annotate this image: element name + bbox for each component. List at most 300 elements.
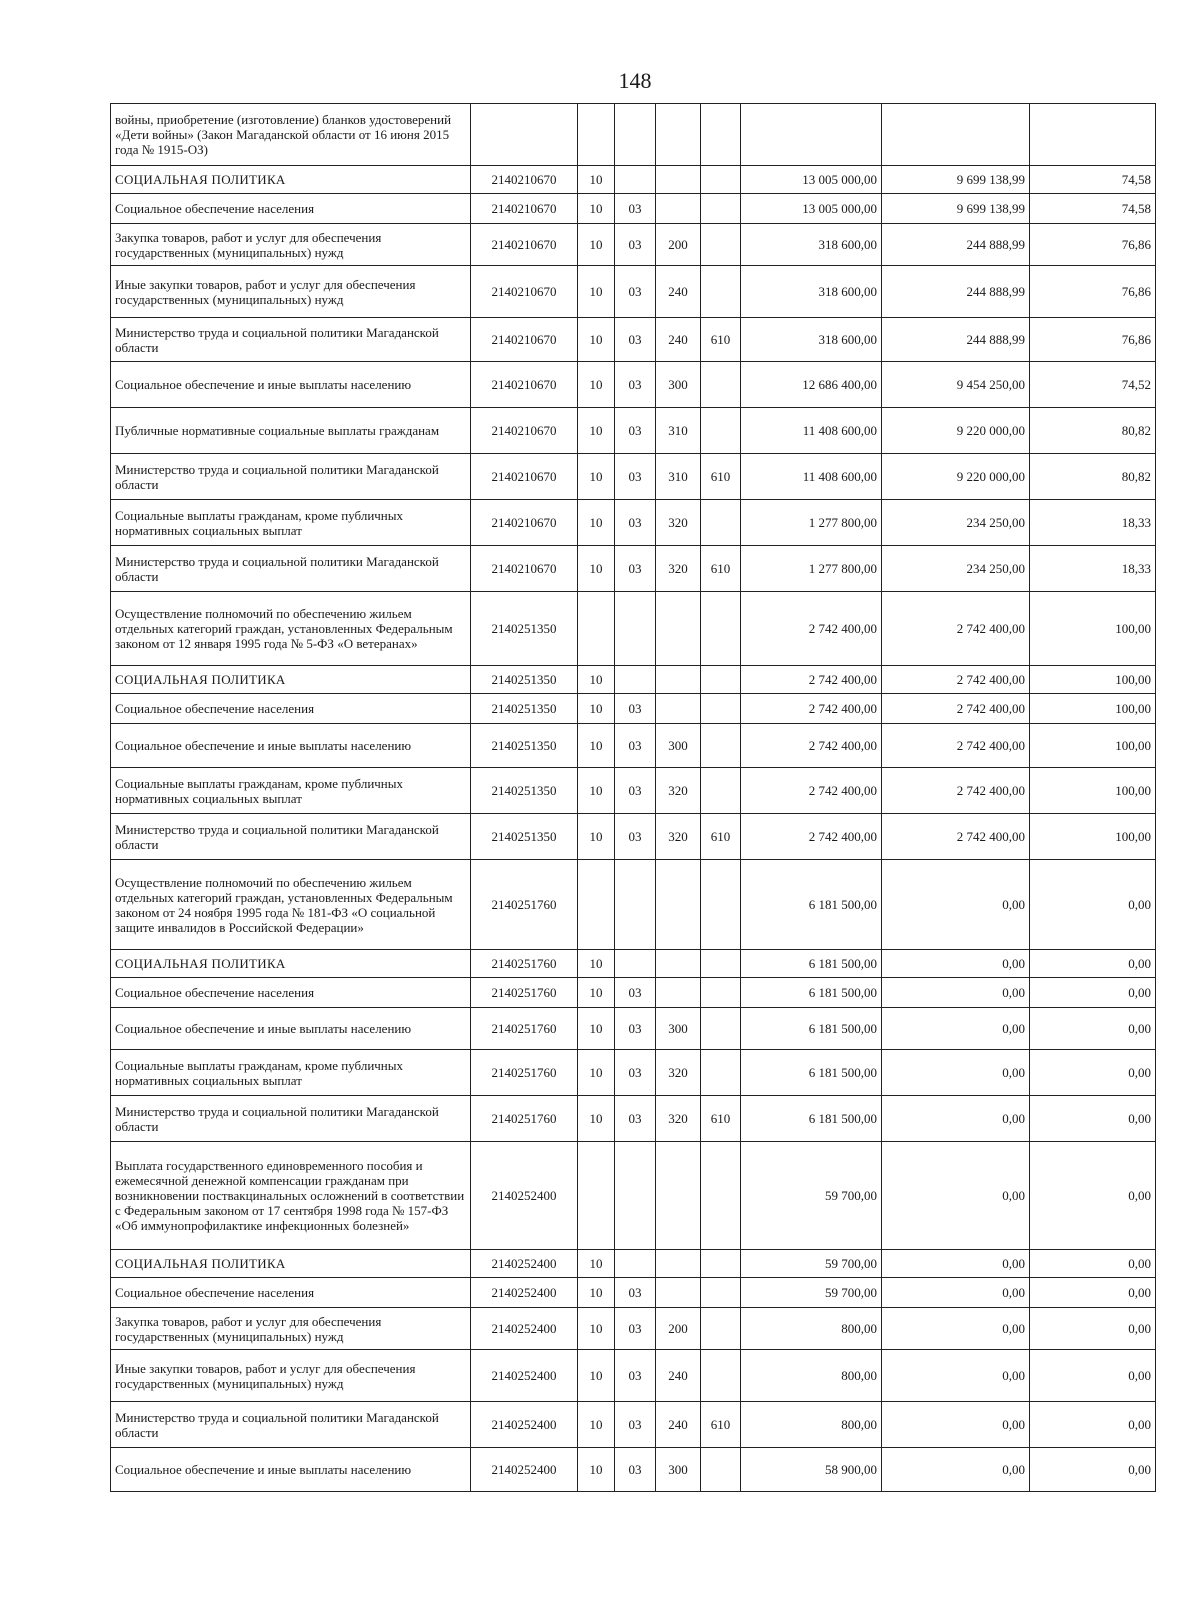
subsection-code: 03	[615, 1402, 656, 1448]
fact-amount: 0,00	[882, 1142, 1030, 1250]
section-code	[578, 860, 615, 950]
table-row	[111, 860, 1156, 950]
table-row	[111, 1142, 1156, 1250]
expense-type-code: 320	[656, 1050, 701, 1096]
fact-amount: 9 220 000,00	[882, 454, 1030, 500]
target-code: 2140210670	[471, 408, 578, 454]
administrator-code: 610	[701, 1096, 741, 1142]
fact-amount: 2 742 400,00	[882, 724, 1030, 768]
item-name: Социальные выплаты гражданам, кроме публичных нормативных социальных выплат	[111, 768, 471, 814]
plan-amount: 2 742 400,00	[741, 592, 882, 666]
target-code: 2140251760	[471, 950, 578, 978]
target-code: 2140251350	[471, 724, 578, 768]
administrator-code: 610	[701, 814, 741, 860]
plan-amount: 59 700,00	[741, 1142, 882, 1250]
administrator-code	[701, 1250, 741, 1278]
section-code: 10	[578, 318, 615, 362]
expense-type-code	[656, 978, 701, 1008]
table-row	[111, 408, 1156, 454]
target-code: 2140251760	[471, 1008, 578, 1050]
fact-amount: 2 742 400,00	[882, 814, 1030, 860]
percent-executed: 0,00	[1030, 978, 1156, 1008]
expense-type-code: 240	[656, 1402, 701, 1448]
percent-executed: 100,00	[1030, 814, 1156, 860]
item-name: Социальное обеспечение и иные выплаты населению	[111, 1008, 471, 1050]
item-name: Закупка товаров, работ и услуг для обеспечения государственных (муниципальных) нужд	[111, 224, 471, 266]
target-code	[471, 104, 578, 166]
item-name: СОЦИАЛЬНАЯ ПОЛИТИКА	[111, 166, 471, 194]
administrator-code	[701, 1008, 741, 1050]
section-code: 10	[578, 666, 615, 694]
item-name: Публичные нормативные социальные выплаты гражданам	[111, 408, 471, 454]
page-number: 148	[618, 68, 652, 93]
subsection-code	[615, 860, 656, 950]
target-code: 2140252400	[471, 1448, 578, 1492]
administrator-code	[701, 362, 741, 408]
item-name: СОЦИАЛЬНАЯ ПОЛИТИКА	[111, 1250, 471, 1278]
item-name: Министерство труда и социальной политики Магаданской области	[111, 1402, 471, 1448]
target-code: 2140210670	[471, 454, 578, 500]
expense-type-code: 240	[656, 318, 701, 362]
table-row	[111, 1402, 1156, 1448]
expense-type-code: 300	[656, 362, 701, 408]
table-row	[111, 1250, 1156, 1278]
administrator-code	[701, 224, 741, 266]
table-row	[111, 266, 1156, 318]
table-row	[111, 224, 1156, 266]
percent-executed: 74,58	[1030, 194, 1156, 224]
target-code: 2140252400	[471, 1402, 578, 1448]
administrator-code	[701, 860, 741, 950]
fact-amount: 2 742 400,00	[882, 694, 1030, 724]
administrator-code	[701, 104, 741, 166]
plan-amount: 6 181 500,00	[741, 1008, 882, 1050]
target-code: 2140252400	[471, 1308, 578, 1350]
item-name: Министерство труда и социальной политики Магаданской области	[111, 454, 471, 500]
plan-amount: 2 742 400,00	[741, 814, 882, 860]
item-name: Выплата государственного единовременного пособия и ежемесячной денежной компенсации гражданам при возникновении поствакцинальных осложнений в соответствии с Федеральным законом от 17 сентября 1998 года № 157-ФЗ «Об иммунопрофилактике инфекционных болезней»	[111, 1142, 471, 1250]
section-code: 10	[578, 724, 615, 768]
percent-executed: 100,00	[1030, 592, 1156, 666]
expense-type-code: 310	[656, 408, 701, 454]
item-name: Социальные выплаты гражданам, кроме публичных нормативных социальных выплат	[111, 1050, 471, 1096]
fact-amount: 9 699 138,99	[882, 194, 1030, 224]
item-name: Социальное обеспечение населения	[111, 1278, 471, 1308]
item-name: Министерство труда и социальной политики Магаданской области	[111, 318, 471, 362]
percent-executed: 74,52	[1030, 362, 1156, 408]
fact-amount: 9 699 138,99	[882, 166, 1030, 194]
plan-amount: 13 005 000,00	[741, 194, 882, 224]
table-row	[111, 362, 1156, 408]
fact-amount: 0,00	[882, 1050, 1030, 1096]
administrator-code	[701, 1350, 741, 1402]
expense-type-code: 200	[656, 1308, 701, 1350]
subsection-code: 03	[615, 694, 656, 724]
plan-amount: 800,00	[741, 1402, 882, 1448]
table-row	[111, 1448, 1156, 1492]
percent-executed: 100,00	[1030, 666, 1156, 694]
fact-amount	[882, 104, 1030, 166]
expense-type-code	[656, 1142, 701, 1250]
expense-type-code: 310	[656, 454, 701, 500]
subsection-code: 03	[615, 408, 656, 454]
plan-amount: 58 900,00	[741, 1448, 882, 1492]
fact-amount: 0,00	[882, 950, 1030, 978]
fact-amount: 0,00	[882, 1278, 1030, 1308]
table-row	[111, 1050, 1156, 1096]
expense-type-code: 320	[656, 1096, 701, 1142]
item-name: Социальное обеспечение населения	[111, 694, 471, 724]
section-code: 10	[578, 266, 615, 318]
percent-executed: 0,00	[1030, 1250, 1156, 1278]
percent-executed: 74,58	[1030, 166, 1156, 194]
subsection-code	[615, 592, 656, 666]
subsection-code: 03	[615, 814, 656, 860]
administrator-code	[701, 500, 741, 546]
plan-amount: 318 600,00	[741, 266, 882, 318]
subsection-code: 03	[615, 724, 656, 768]
expense-type-code: 300	[656, 1448, 701, 1492]
table-row	[111, 1308, 1156, 1350]
section-code	[578, 1142, 615, 1250]
budget-table	[110, 103, 1156, 1492]
item-name: Осуществление полномочий по обеспечению жильем отдельных категорий граждан, установленных Федеральным законом от 24 ноября 1995 года № 181-ФЗ «О социальной защите инвалидов в Российской Федерации»	[111, 860, 471, 950]
fact-amount: 0,00	[882, 1008, 1030, 1050]
fact-amount: 0,00	[882, 978, 1030, 1008]
administrator-code	[701, 266, 741, 318]
plan-amount: 1 277 800,00	[741, 500, 882, 546]
administrator-code	[701, 694, 741, 724]
administrator-code	[701, 1448, 741, 1492]
expense-type-code	[656, 166, 701, 194]
table-row	[111, 1278, 1156, 1308]
section-code: 10	[578, 814, 615, 860]
target-code: 2140252400	[471, 1142, 578, 1250]
subsection-code: 03	[615, 454, 656, 500]
expense-type-code	[656, 1278, 701, 1308]
target-code: 2140251760	[471, 978, 578, 1008]
target-code: 2140251350	[471, 814, 578, 860]
item-name: Социальные выплаты гражданам, кроме публичных нормативных социальных выплат	[111, 500, 471, 546]
section-code: 10	[578, 546, 615, 592]
plan-amount: 12 686 400,00	[741, 362, 882, 408]
item-name: войны, приобретение (изготовление) бланков удостоверений «Дети войны» (Закон Магаданской области от 16 июня 2015 года № 1915-ОЗ)	[111, 104, 471, 166]
plan-amount: 1 277 800,00	[741, 546, 882, 592]
fact-amount: 0,00	[882, 1448, 1030, 1492]
subsection-code: 03	[615, 194, 656, 224]
target-code: 2140210670	[471, 166, 578, 194]
item-name: Осуществление полномочий по обеспечению жильем отдельных категорий граждан, установленных Федеральным законом от 12 января 1995 года № 5-ФЗ «О ветеранах»	[111, 592, 471, 666]
administrator-code: 610	[701, 318, 741, 362]
fact-amount: 2 742 400,00	[882, 768, 1030, 814]
percent-executed: 0,00	[1030, 1008, 1156, 1050]
table-row	[111, 724, 1156, 768]
section-code: 10	[578, 1350, 615, 1402]
table-row	[111, 318, 1156, 362]
target-code: 2140210670	[471, 266, 578, 318]
item-name: Иные закупки товаров, работ и услуг для обеспечения государственных (муниципальных) нужд	[111, 266, 471, 318]
expense-type-code: 320	[656, 768, 701, 814]
administrator-code	[701, 1308, 741, 1350]
plan-amount: 2 742 400,00	[741, 768, 882, 814]
subsection-code: 03	[615, 768, 656, 814]
table-row	[111, 950, 1156, 978]
item-name: СОЦИАЛЬНАЯ ПОЛИТИКА	[111, 666, 471, 694]
item-name: Социальное обеспечение населения	[111, 978, 471, 1008]
percent-executed: 76,86	[1030, 266, 1156, 318]
fact-amount: 0,00	[882, 860, 1030, 950]
subsection-code: 03	[615, 978, 656, 1008]
percent-executed: 76,86	[1030, 318, 1156, 362]
administrator-code	[701, 978, 741, 1008]
percent-executed	[1030, 104, 1156, 166]
subsection-code: 03	[615, 362, 656, 408]
item-name: Социальное обеспечение населения	[111, 194, 471, 224]
section-code: 10	[578, 1008, 615, 1050]
fact-amount: 0,00	[882, 1350, 1030, 1402]
expense-type-code: 300	[656, 724, 701, 768]
percent-executed: 18,33	[1030, 546, 1156, 592]
administrator-code: 610	[701, 546, 741, 592]
percent-executed: 0,00	[1030, 1050, 1156, 1096]
section-code: 10	[578, 500, 615, 546]
item-name: Иные закупки товаров, работ и услуг для обеспечения государственных (муниципальных) нужд	[111, 1350, 471, 1402]
target-code: 2140210670	[471, 224, 578, 266]
percent-executed: 0,00	[1030, 1096, 1156, 1142]
section-code: 10	[578, 362, 615, 408]
subsection-code: 03	[615, 546, 656, 592]
target-code: 2140252400	[471, 1250, 578, 1278]
subsection-code	[615, 1142, 656, 1250]
target-code: 2140252400	[471, 1350, 578, 1402]
item-name: СОЦИАЛЬНАЯ ПОЛИТИКА	[111, 950, 471, 978]
item-name: Министерство труда и социальной политики Магаданской области	[111, 814, 471, 860]
plan-amount: 11 408 600,00	[741, 454, 882, 500]
plan-amount: 6 181 500,00	[741, 978, 882, 1008]
subsection-code: 03	[615, 318, 656, 362]
percent-executed: 18,33	[1030, 500, 1156, 546]
administrator-code	[701, 724, 741, 768]
section-code: 10	[578, 1278, 615, 1308]
administrator-code	[701, 1278, 741, 1308]
percent-executed: 0,00	[1030, 1142, 1156, 1250]
table-row	[111, 500, 1156, 546]
expense-type-code: 200	[656, 224, 701, 266]
table-row	[111, 104, 1156, 166]
target-code: 2140251350	[471, 666, 578, 694]
administrator-code: 610	[701, 454, 741, 500]
section-code: 10	[578, 950, 615, 978]
plan-amount: 2 742 400,00	[741, 694, 882, 724]
expense-type-code: 300	[656, 1008, 701, 1050]
section-code: 10	[578, 1308, 615, 1350]
expense-type-code	[656, 194, 701, 224]
subsection-code	[615, 104, 656, 166]
table-row	[111, 454, 1156, 500]
fact-amount: 9 454 250,00	[882, 362, 1030, 408]
subsection-code: 03	[615, 1050, 656, 1096]
subsection-code: 03	[615, 1278, 656, 1308]
expense-type-code	[656, 104, 701, 166]
subsection-code	[615, 666, 656, 694]
fact-amount: 244 888,99	[882, 224, 1030, 266]
percent-executed: 0,00	[1030, 950, 1156, 978]
subsection-code: 03	[615, 1008, 656, 1050]
fact-amount: 244 888,99	[882, 318, 1030, 362]
subsection-code	[615, 950, 656, 978]
fact-amount: 244 888,99	[882, 266, 1030, 318]
fact-amount: 9 220 000,00	[882, 408, 1030, 454]
percent-executed: 100,00	[1030, 724, 1156, 768]
expense-type-code	[656, 694, 701, 724]
table-row	[111, 166, 1156, 194]
expense-type-code: 320	[656, 814, 701, 860]
section-code: 10	[578, 1402, 615, 1448]
fact-amount: 0,00	[882, 1096, 1030, 1142]
plan-amount: 59 700,00	[741, 1250, 882, 1278]
plan-amount: 318 600,00	[741, 224, 882, 266]
plan-amount: 800,00	[741, 1308, 882, 1350]
item-name: Социальное обеспечение и иные выплаты населению	[111, 724, 471, 768]
section-code: 10	[578, 1250, 615, 1278]
section-code: 10	[578, 408, 615, 454]
section-code: 10	[578, 454, 615, 500]
table-row	[111, 978, 1156, 1008]
section-code: 10	[578, 1448, 615, 1492]
subsection-code	[615, 1250, 656, 1278]
target-code: 2140210670	[471, 318, 578, 362]
expense-type-code: 240	[656, 1350, 701, 1402]
expense-type-code	[656, 592, 701, 666]
target-code: 2140251350	[471, 592, 578, 666]
expense-type-code	[656, 1250, 701, 1278]
plan-amount: 6 181 500,00	[741, 860, 882, 950]
administrator-code	[701, 768, 741, 814]
table-row	[111, 1096, 1156, 1142]
table-row	[111, 546, 1156, 592]
percent-executed: 100,00	[1030, 768, 1156, 814]
plan-amount: 2 742 400,00	[741, 724, 882, 768]
percent-executed: 0,00	[1030, 1402, 1156, 1448]
percent-executed: 0,00	[1030, 860, 1156, 950]
subsection-code: 03	[615, 1308, 656, 1350]
table-row	[111, 1350, 1156, 1402]
administrator-code	[701, 950, 741, 978]
administrator-code	[701, 408, 741, 454]
section-code: 10	[578, 1050, 615, 1096]
percent-executed: 0,00	[1030, 1350, 1156, 1402]
administrator-code	[701, 1142, 741, 1250]
target-code: 2140251760	[471, 860, 578, 950]
expense-type-code	[656, 860, 701, 950]
plan-amount: 13 005 000,00	[741, 166, 882, 194]
section-code: 10	[578, 166, 615, 194]
fact-amount: 2 742 400,00	[882, 666, 1030, 694]
plan-amount: 318 600,00	[741, 318, 882, 362]
plan-amount: 6 181 500,00	[741, 950, 882, 978]
target-code: 2140210670	[471, 546, 578, 592]
target-code: 2140251350	[471, 694, 578, 724]
target-code: 2140210670	[471, 362, 578, 408]
plan-amount: 800,00	[741, 1350, 882, 1402]
target-code: 2140210670	[471, 194, 578, 224]
administrator-code	[701, 166, 741, 194]
item-name: Министерство труда и социальной политики Магаданской области	[111, 1096, 471, 1142]
section-code: 10	[578, 1096, 615, 1142]
section-code: 10	[578, 194, 615, 224]
subsection-code: 03	[615, 1448, 656, 1492]
table-row	[111, 666, 1156, 694]
administrator-code	[701, 194, 741, 224]
administrator-code	[701, 592, 741, 666]
expense-type-code	[656, 950, 701, 978]
plan-amount: 6 181 500,00	[741, 1096, 882, 1142]
expense-type-code: 320	[656, 500, 701, 546]
percent-executed: 0,00	[1030, 1278, 1156, 1308]
table-row	[111, 814, 1156, 860]
plan-amount	[741, 104, 882, 166]
fact-amount: 0,00	[882, 1308, 1030, 1350]
percent-executed: 80,82	[1030, 454, 1156, 500]
percent-executed: 76,86	[1030, 224, 1156, 266]
fact-amount: 234 250,00	[882, 500, 1030, 546]
plan-amount: 11 408 600,00	[741, 408, 882, 454]
percent-executed: 80,82	[1030, 408, 1156, 454]
expense-type-code	[656, 666, 701, 694]
section-code: 10	[578, 694, 615, 724]
target-code: 2140251760	[471, 1050, 578, 1096]
target-code: 2140251350	[471, 768, 578, 814]
expense-type-code: 240	[656, 266, 701, 318]
table-row	[111, 768, 1156, 814]
target-code: 2140251760	[471, 1096, 578, 1142]
section-code: 10	[578, 768, 615, 814]
target-code: 2140210670	[471, 500, 578, 546]
table-row	[111, 694, 1156, 724]
section-code	[578, 104, 615, 166]
item-name: Социальное обеспечение и иные выплаты населению	[111, 1448, 471, 1492]
section-code	[578, 592, 615, 666]
fact-amount: 2 742 400,00	[882, 592, 1030, 666]
item-name: Социальное обеспечение и иные выплаты населению	[111, 362, 471, 408]
fact-amount: 0,00	[882, 1402, 1030, 1448]
table-row	[111, 194, 1156, 224]
expense-type-code: 320	[656, 546, 701, 592]
subsection-code: 03	[615, 1096, 656, 1142]
plan-amount: 2 742 400,00	[741, 666, 882, 694]
item-name: Закупка товаров, работ и услуг для обеспечения государственных (муниципальных) нужд	[111, 1308, 471, 1350]
table-row	[111, 592, 1156, 666]
subsection-code: 03	[615, 500, 656, 546]
subsection-code	[615, 166, 656, 194]
percent-executed: 100,00	[1030, 694, 1156, 724]
plan-amount: 6 181 500,00	[741, 1050, 882, 1096]
target-code: 2140252400	[471, 1278, 578, 1308]
administrator-code	[701, 666, 741, 694]
subsection-code: 03	[615, 266, 656, 318]
table-row	[111, 1008, 1156, 1050]
subsection-code: 03	[615, 1350, 656, 1402]
section-code: 10	[578, 224, 615, 266]
subsection-code: 03	[615, 224, 656, 266]
fact-amount: 234 250,00	[882, 546, 1030, 592]
percent-executed: 0,00	[1030, 1308, 1156, 1350]
fact-amount: 0,00	[882, 1250, 1030, 1278]
administrator-code	[701, 1050, 741, 1096]
administrator-code: 610	[701, 1402, 741, 1448]
section-code: 10	[578, 978, 615, 1008]
percent-executed: 0,00	[1030, 1448, 1156, 1492]
